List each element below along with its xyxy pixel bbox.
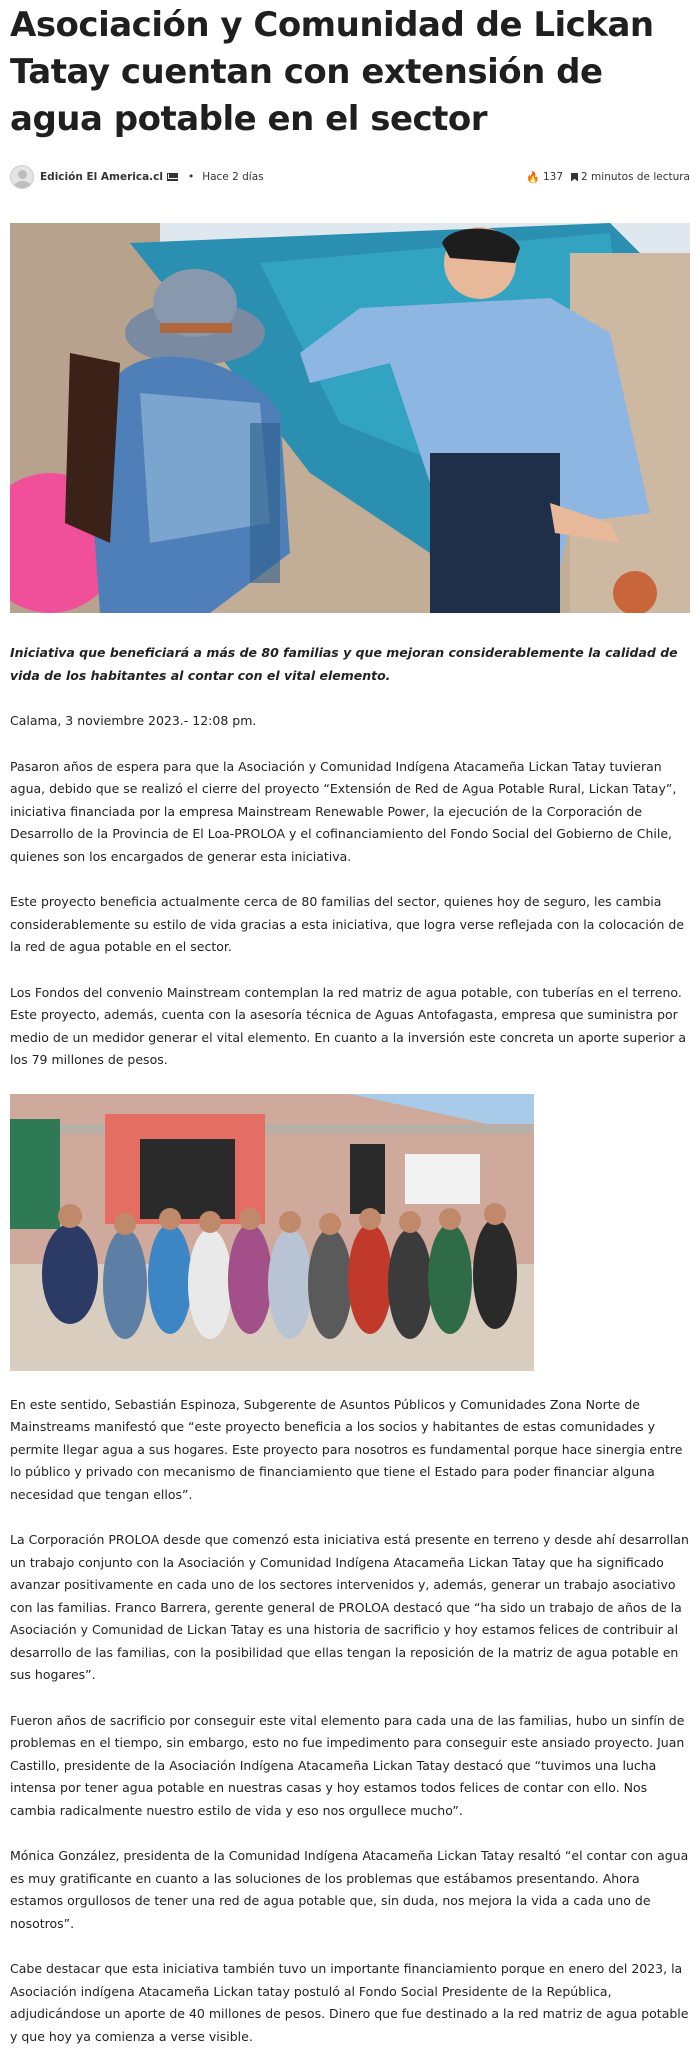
author-link[interactable]: Edición El America.cl <box>40 171 163 183</box>
paragraph: Mónica González, presidenta de la Comunidad Indígena Atacameña Lickan Tatay resaltó “el contar con agua es muy gratificante en cuanto a las soluciones de los problemas que estábamos presentando. Ahora estamos orgullosos de tener una red de agua potable que, sin duda, nos mejora la vida a cada uno de nosotros”. <box>10 1848 689 1931</box>
dateline: Calama, 3 noviembre 2023.- 12:08 pm. <box>10 713 257 728</box>
paragraph: Cabe destacar que esta iniciativa también tuvo un importante financiamiento porque en enero del 2023, la Asociación indígena Atacameña Lickan tatay postuló al Fondo Social Presidente de la República, adjudicándose un aporte de 40 millones de pesos. Dinero que fue destinado a la red matriz de agua potable y que hoy ya comienza a verse visible. <box>10 1961 689 2044</box>
spacer <box>10 733 690 756</box>
group-photo-illustration <box>10 1094 534 1371</box>
hero-photo-illustration <box>10 223 690 613</box>
paragraph: Los Fondos del convenio Mainstream contemplan la red matriz de agua potable, con tuberías en el terreno. Este proyecto, además, cuenta con la asesoría técnica de Aguas Antofagasta, empresa que suministra por medio de un medidor generar el vital elemento. En cuanto a la inversión este concreta un aporte superior a los 79 millones de pesos. <box>10 984 686 1067</box>
group-photo <box>10 1094 534 1371</box>
spacer <box>10 1935 690 1958</box>
reading-time: 2 minutos de lectura <box>581 171 690 183</box>
envelope-icon[interactable] <box>167 173 178 181</box>
page-title: Asociación y Comunidad de Lickan Tatay cuentan con extensión de agua potable en el sector <box>10 5 654 139</box>
spacer <box>10 687 690 710</box>
bookmark-icon <box>571 173 578 182</box>
spacer <box>10 1687 690 1710</box>
hero-photo <box>10 223 690 613</box>
paragraph: Pasaron años de espera para que la Asociación y Comunidad Indígena Atacameña Lickan Tatay tuvieran agua, debido que se realizó el cierre del proyecto “Extensión de Red de Agua Potable Rural, Lickan Tatay”, iniciativa financiada por la empresa Mainstream Renewable Power, la ejecución de la Corporación de Desarrollo de la Provincia de El Loa-PROLOA y el cofinanciamiento del Fondo Social del Gobierno de Chile, quienes son los encargados de generar esta iniciativa. <box>10 758 677 864</box>
paragraph: En este sentido, Sebastián Espinoza, Subgerente de Asuntos Públicos y Comunidades Zona Norte de Mainstreams manifestó que “este proyecto beneficia a los socios y habitantes de estas comunidades y permite llegar agua a sus hogares. Este proyecto para nosotros es fundamental porque hace sinergia entre lo público y privado con mecanismo de financiamiento que tiene el Estado para poder financiar alguna necesidad que tengan ellos”. <box>10 1396 683 1502</box>
spacer <box>10 868 690 891</box>
publish-date: Hace 2 días <box>202 171 264 183</box>
spacer <box>10 959 690 982</box>
user-avatar-icon[interactable] <box>10 165 34 189</box>
spacer <box>10 1822 690 1845</box>
paragraph: La Corporación PROLOA desde que comenzó esta iniciativa está presente en terreno y desde ahí desarrollan un trabajo conjunto con la Asociación y Comunidad Indígena Atacameña Lickan Tatay que ha significado avanzar positivamente en cada uno de los sectores intervenidos y, además, generar un trabajo asociativo con las familias. Franco Barrera, gerente general de PROLOA destacó que “ha sido un trabajo de años de la Asociación y Comunidad de Lickan Tatay es una historia de sacrificio y hoy estamos felices de contribuir al desarrollo de las familias, con la posibilidad que ellas tengan la reposición de la matriz de agua potable en sus hogares”. <box>10 1532 689 1682</box>
paragraph: Fueron años de sacrificio por conseguir este vital elemento para cada una de las familias, hubo un sinfín de problemas en el tiempo, sin embargo, esto no fue impedimento para conseguir este ansiado proyecto. Juan Castillo, presidente de la Asociación Indígena Atacameña Lickan Tatay destacó que “tuvimos una lucha intensa por tener agua potable en nuestras casas y hoy estamos todos felices de contar con ello. Nos cambia radicalmente nuestro estilo de vida y eso nos orgullece mucho”. <box>10 1712 685 1818</box>
flame-icon: 🔥 <box>526 170 540 184</box>
spacer <box>10 1506 690 1529</box>
article-meta <box>10 163 690 191</box>
view-count: 137 <box>542 171 564 183</box>
paragraph: Este proyecto beneficia actualmente cerca de 80 familias del sector, quienes hoy de seguro, les cambia considerablemente su estilo de vida gracias a esta iniciativa, que logra verse reflejada con la colocación de la red de agua potable en el sector. <box>10 894 685 954</box>
spacer <box>10 1371 690 1394</box>
article-lead: Iniciativa que beneficiará a más de 80 familias y que mejoran considerablemente la calidad de vida de los habitantes al contar con el vital elemento. <box>10 645 678 683</box>
separator-dot: • <box>187 171 195 183</box>
